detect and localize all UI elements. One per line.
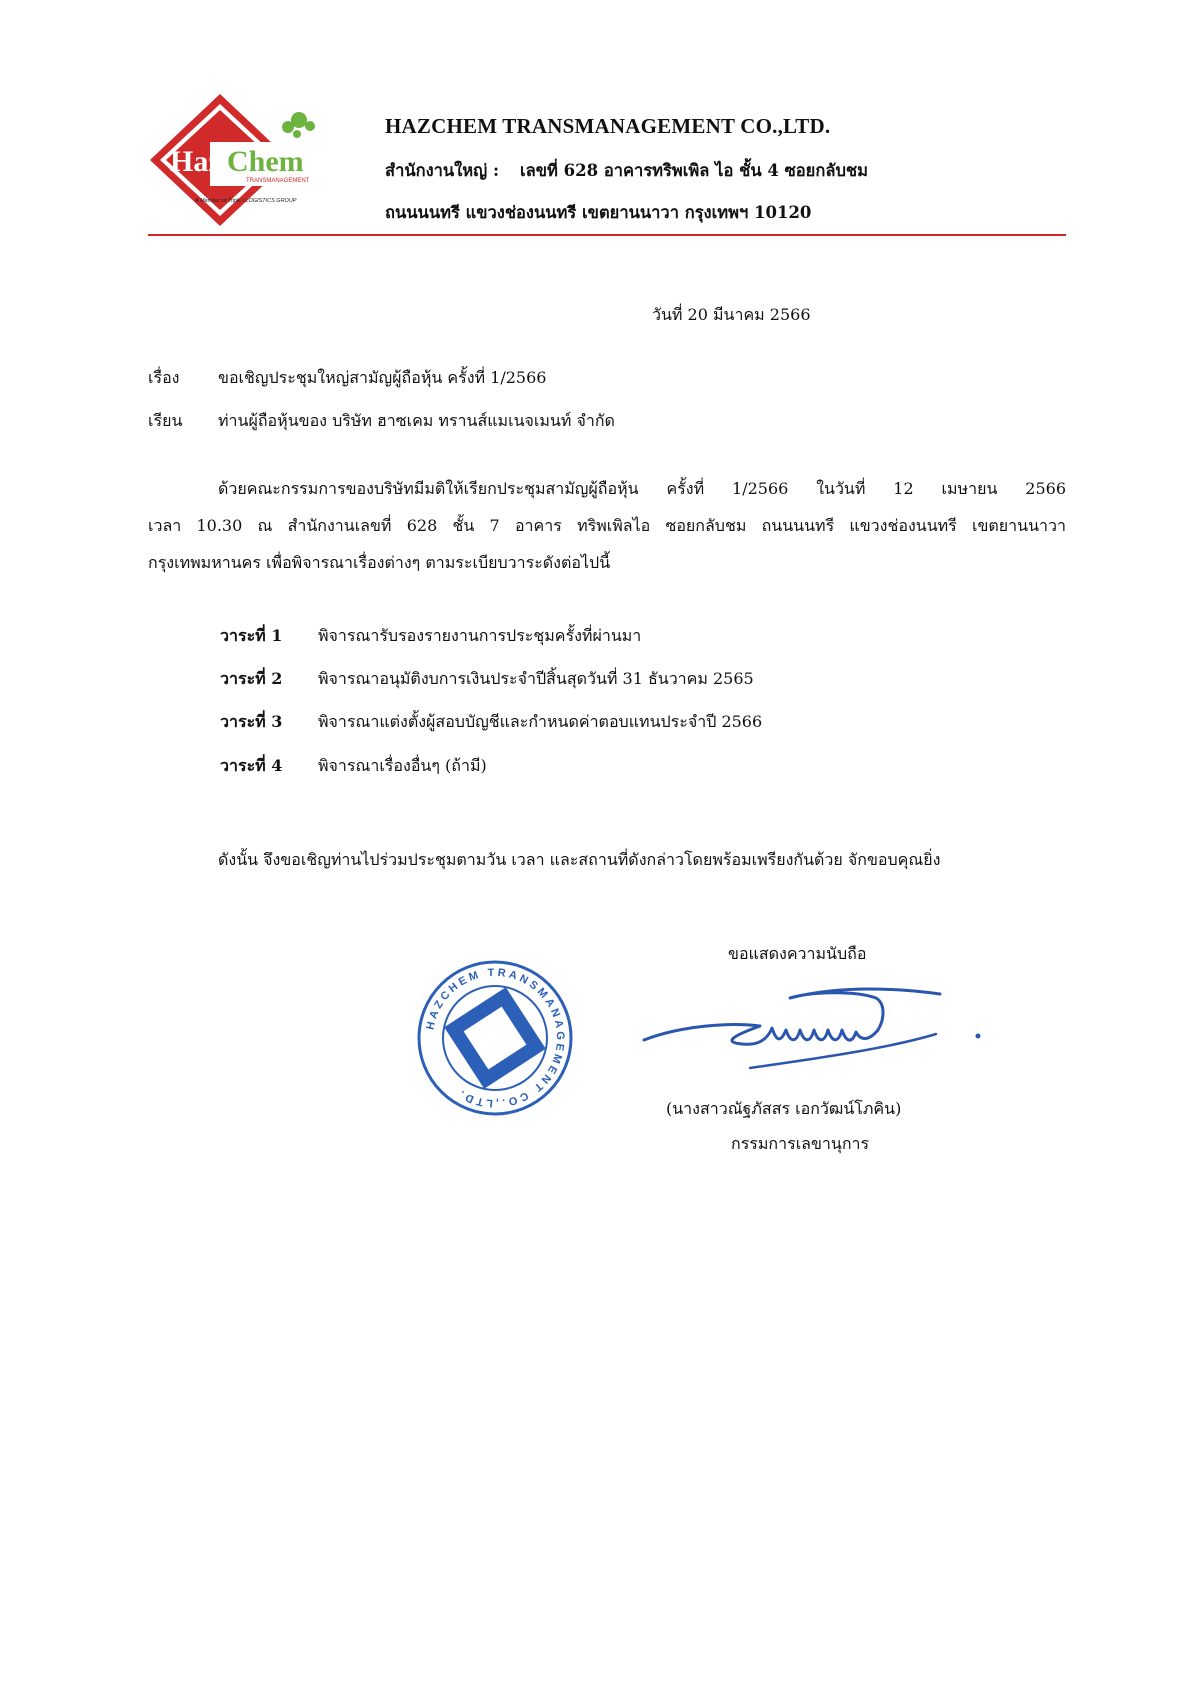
subject-label: เรื่อง [148,368,180,387]
recipient-text: ท่านผู้ถือหุ้นของ บริษัท ฮาซเคม ทรานส์แมเนจเมนท์ จำกัด [218,411,615,430]
agenda-label-1: วาระที่ 1 [220,626,283,645]
address-line-2: ถนนนนทรี แขวงช่องนนทรี เขตยานนาวา กรุงเทพฯ 10120 [385,203,812,222]
company-name: HAZCHEM TRANSMANAGEMENT CO.,LTD. [385,114,831,138]
agenda-item-4: พิจารณาเรื่องอื่นๆ (ถ้ามี) [318,756,487,775]
body-paragraph [148,470,1066,581]
address-line-1 [385,158,868,184]
handwritten-signature [640,968,1000,1078]
stamp-outer-text: HAZCHEM TRANSMANAGEMENT CO.,LTD. [424,966,567,1110]
body-line-1 [148,470,1066,507]
signer-name: (นางสาวณัฐภัสสร เอกวัฒน์โภคิน) [666,1099,902,1118]
agenda-label-4: วาระที่ 4 [220,756,283,775]
logo-wordmark-right: Chem [227,145,304,178]
logo-tagline: TRANSMANAGEMENT [246,178,310,184]
body-line-2: เวลา 10.30 ณ สำนักงานเลขที่ 628 ชั้น 7 อาคาร ทริพเพิลไอ ซอยกลับชม ถนนนนทรี แขวงช่องนนทรี เขตยานนาวา [148,516,1066,535]
body-line-1-text: ด้วยคณะกรรมการของบริษัทมีมติให้เรียกประชุมสามัญผู้ถือหุ้น ครั้งที่ 1/2566 ในวันที่ 12 เมษายน 2566 [218,479,1066,498]
body-line-3: กรุงเทพมหานคร เพื่อพิจารณาเรื่องต่างๆ ตามระเบียบวาระดังต่อไปนี้ [148,553,611,572]
regards-text: ขอแสดงความนับถือ [728,944,867,963]
address-label: สำนักงานใหญ่ : [385,161,500,180]
recipient-label: เรียน [148,411,183,430]
agenda-item-2: พิจารณาอนุมัติงบการเงินประจำปีสิ้นสุดวันที่ 31 ธันวาคม 2565 [318,669,754,688]
subject-text: ขอเชิญประชุมใหญ่สามัญผู้ถือหุ้น ครั้งที่ 1/2566 [218,368,547,387]
signature-icon [640,968,1000,1078]
logo-wordmark-left: Haz [170,145,222,178]
signer-position: กรรมการเลขานุการ [731,1134,870,1153]
agenda-item-1: พิจารณารับรองรายงานการประชุมครั้งที่ผ่านมา [318,626,642,645]
address-line-1-text: เลขที่ 628 อาคารทริพเพิล ไอ ชั้น 4 ซอยกลับชม [520,161,868,180]
header-divider [148,234,1066,236]
company-logo [150,90,360,230]
company-stamp [415,958,575,1118]
company-seal-icon [415,958,575,1118]
letter-date: วันที่ 20 มีนาคม 2566 [652,305,811,324]
agenda-label-3: วาระที่ 3 [220,712,283,731]
agenda-label-2: วาระที่ 2 [220,669,283,688]
closing-sentence: ดังนั้น จึงขอเชิญท่านไปร่วมประชุมตามวัน เวลา และสถานที่ดังกล่าวโดยพร้อมเพรียงกันด้วย จักขอบคุณยิ่ง [218,850,941,869]
logo-member-line: A Member of Triple i LOGISTICS GROUP [195,198,297,204]
agenda-item-3: พิจารณาแต่งตั้งผู้สอบบัญชีและกำหนดค่าตอบแทนประจำปี 2566 [318,712,763,731]
hazchem-logo-icon [150,90,360,230]
